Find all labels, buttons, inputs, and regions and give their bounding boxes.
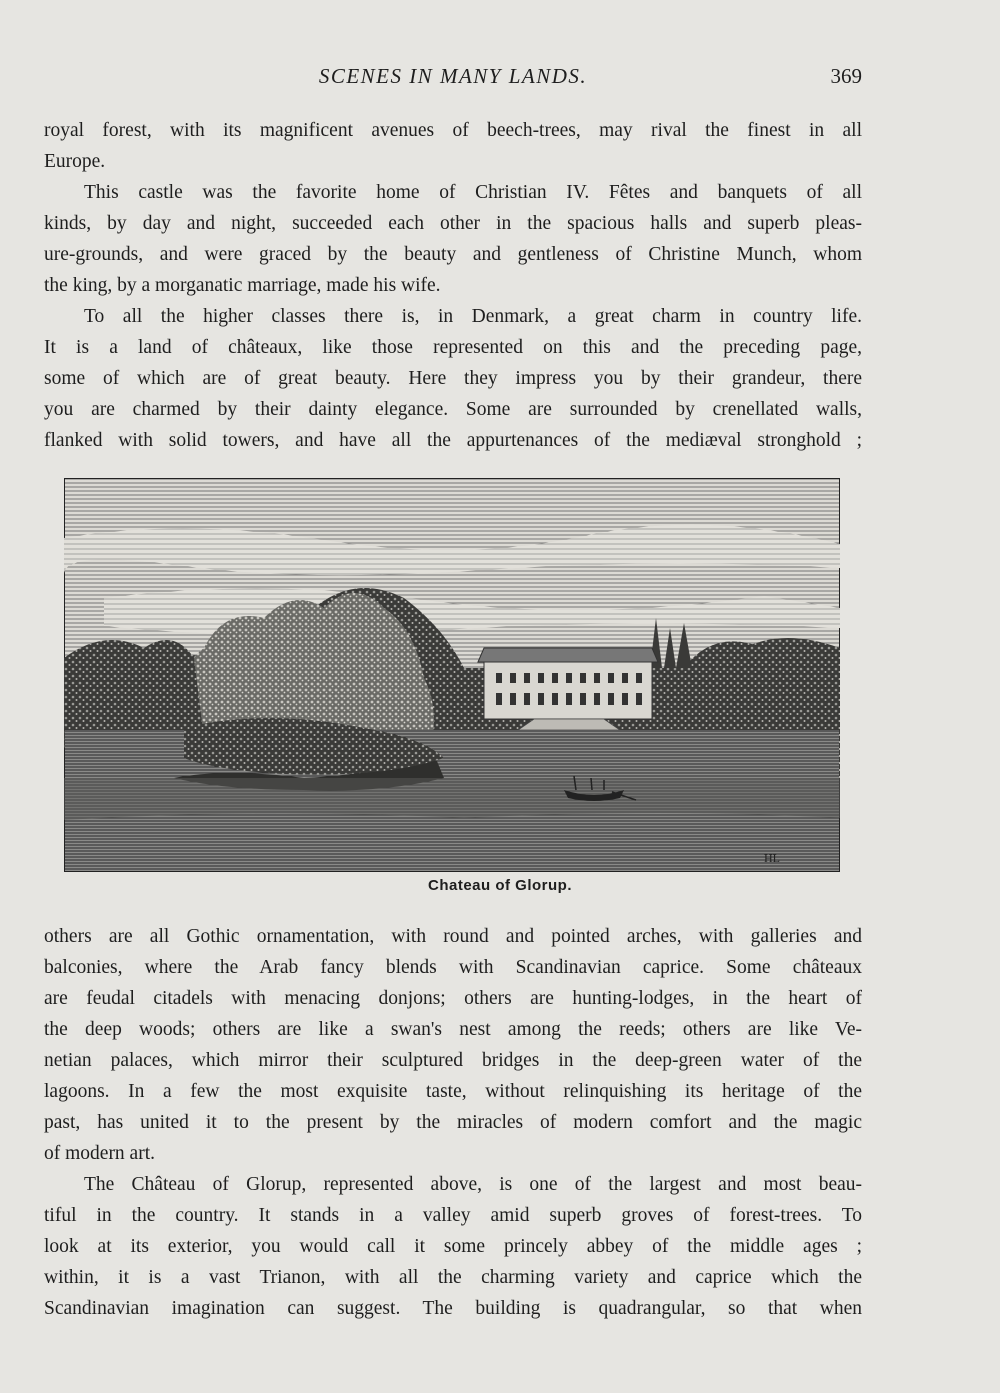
text-line: the deep woods; others are like a swan's nest among the reeds; others are like Ve- xyxy=(44,1019,862,1040)
text-line: It is a land of châteaux, like those represented on this and the preceding page, xyxy=(44,337,862,358)
text-line: look at its exterior, you would call it some princely abbey of the middle ages ; xyxy=(44,1236,862,1257)
text-line: balconies, where the Arab fancy blends with Scandinavian caprice. Some châteaux xyxy=(44,957,862,978)
text-block-bottom xyxy=(44,921,862,1324)
text-line: kinds, by day and night, succeeded each other in the spacious halls and superb pleas- xyxy=(44,213,862,234)
text-line: This castle was the favorite home of Christian IV. Fêtes and banquets of all xyxy=(84,182,862,203)
paragraph-3 xyxy=(44,301,862,456)
text-line: netian palaces, which mirror their sculptured bridges in the deep-green water of the xyxy=(44,1050,862,1071)
text-line: To all the higher classes there is, in Denmark, a great charm in country life. xyxy=(84,306,862,327)
text-line: flanked with solid towers, and have all the appurtenances of the mediæval stronghold ; xyxy=(44,430,862,451)
text-line: ure-grounds, and were graced by the beauty and gentleness of Christine Munch, whom xyxy=(44,244,862,265)
paragraph-1 xyxy=(44,115,862,177)
engraving-chateau-of-glorup xyxy=(64,478,840,872)
text-line: are feudal citadels with menacing donjons; others are hunting-lodges, in the heart of xyxy=(44,988,862,1009)
paragraph-4 xyxy=(44,921,862,1169)
text-block-top xyxy=(44,115,862,456)
paragraph-5 xyxy=(44,1169,862,1324)
engraver-mark: HL xyxy=(764,851,780,865)
text-line: Europe. xyxy=(44,151,106,172)
text-line: others are all Gothic ornamentation, with round and pointed arches, with galleries and xyxy=(44,926,862,947)
text-line: royal forest, with its magnificent avenues of beech-trees, may rival the finest in all xyxy=(44,120,862,141)
running-title: SCENES IN MANY LANDS. xyxy=(318,64,588,88)
page-number: 369 xyxy=(830,64,862,88)
text-line: the king, by a morganatic marriage, made his wife. xyxy=(44,275,441,296)
text-line: you are charmed by their dainty elegance. Some are surrounded by crenellated walls, xyxy=(44,399,862,420)
paragraph-2 xyxy=(44,177,862,301)
figure-caption: Chateau of Glorup. xyxy=(428,877,572,894)
text-line: tiful in the country. It stands in a valley amid superb groves of forest-trees. To xyxy=(44,1205,862,1226)
running-head xyxy=(44,62,862,92)
text-line: of modern art. xyxy=(44,1143,156,1164)
text-line: Scandinavian imagination can suggest. The building is quadrangular, so that when xyxy=(44,1298,862,1319)
text-line: past, has united it to the present by the miracles of modern comfort and the magic xyxy=(44,1112,862,1133)
text-line: some of which are of great beauty. Here they impress you by their grandeur, there xyxy=(44,368,862,389)
text-line: within, it is a vast Trianon, with all the charming variety and caprice which the xyxy=(44,1267,862,1288)
text-line: lagoons. In a few the most exquisite taste, without relinquishing its heritage of the xyxy=(44,1081,862,1102)
text-line: The Château of Glorup, represented above, is one of the largest and most beau- xyxy=(84,1174,862,1195)
